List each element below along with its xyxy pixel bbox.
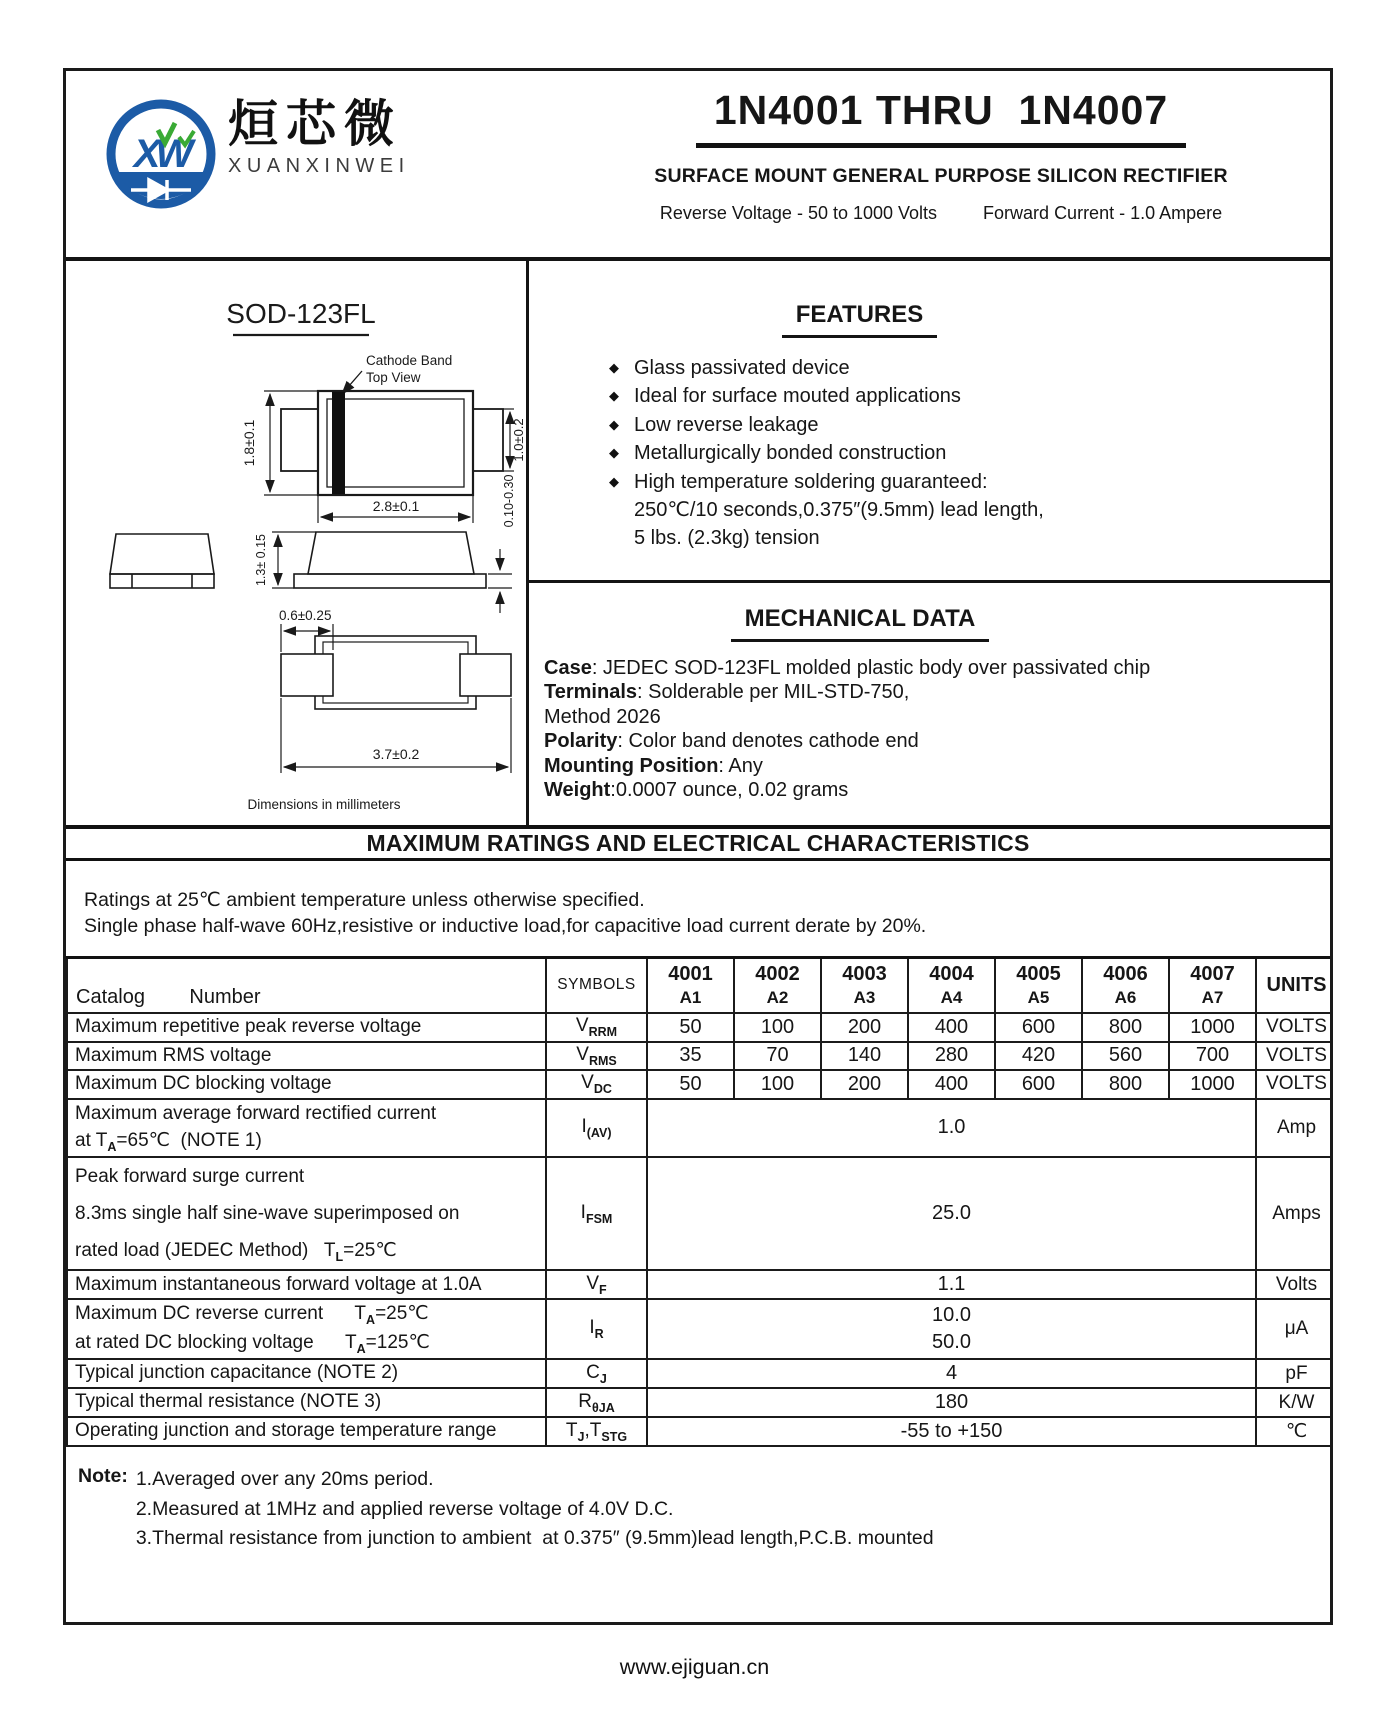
model-column-header [821, 958, 908, 1013]
value-cell: 400 [908, 1013, 995, 1042]
dim-standoff: 0.10-0.30 [502, 474, 516, 528]
notes-section [66, 1447, 1330, 1553]
mechanical-value: :0.0007 ounce, 0.02 grams [610, 778, 849, 801]
feature-bullet-icon [609, 529, 634, 547]
units-cell: Volts [1256, 1270, 1333, 1299]
table-row [67, 1042, 1333, 1071]
mechanical-value: : Solderable per MIL-STD-750, [637, 681, 910, 704]
model-code: A1 [679, 987, 702, 1007]
model-number: 4006 [1103, 962, 1148, 985]
parameter-line: Operating junction and storage temperature range [75, 1420, 497, 1442]
sheet-border [63, 68, 1333, 1625]
ratings-conditions [66, 861, 1330, 956]
parameter-cell [67, 1270, 546, 1299]
parameter-line: Maximum DC blocking voltage [75, 1073, 332, 1095]
model-code: A5 [1027, 987, 1050, 1007]
value-line: 4 [945, 1362, 958, 1385]
value-cell: 70 [734, 1042, 821, 1071]
value-cell: 1000 [1169, 1070, 1256, 1099]
cathode-band-callout: Cathode Band [366, 353, 453, 368]
feature-bullet-icon: ◆ [609, 416, 619, 432]
title-block [611, 87, 1271, 224]
table-row [67, 1013, 1333, 1042]
parameter-line: at $T_A=65℃$ (NOTE 1) [75, 1130, 262, 1155]
value-cell: 700 [1169, 1042, 1256, 1071]
table-row [67, 1417, 1333, 1446]
symbol-cell: $I_R$ [546, 1299, 647, 1359]
mechanical-data-section [529, 580, 1330, 825]
model-column-header [908, 958, 995, 1013]
value-cell: 100 [734, 1070, 821, 1099]
value-span-cell [647, 1157, 1256, 1270]
parameter-cell [67, 1157, 546, 1270]
value-cell: 280 [908, 1042, 995, 1071]
dim-overall-width: 3.7±0.2 [372, 746, 420, 762]
ratings-table [66, 956, 1333, 1447]
forward-current-spec: Forward Current - 1.0 Ampere [983, 203, 1223, 223]
value-cell: 600 [995, 1013, 1082, 1042]
model-column-header [647, 958, 734, 1013]
feature-item [609, 496, 1330, 524]
feature-text: Glass passivated device [634, 357, 850, 379]
features-title: FEATURES [782, 301, 938, 338]
parameter-line: Maximum instantaneous forward voltage at 1.0A [75, 1273, 482, 1295]
dim-pad-length: 0.6±0.25 [279, 608, 332, 623]
table-row [67, 1070, 1333, 1099]
parameter-cell [67, 1417, 546, 1446]
table-row [67, 1359, 1333, 1388]
units-cell: μA [1256, 1299, 1333, 1359]
units-header: UNITS [1256, 958, 1333, 1013]
model-number: 4002 [755, 962, 800, 985]
mechanical-data-title: MECHANICAL DATA [731, 605, 990, 642]
value-line: 10.0 [932, 1304, 971, 1327]
model-number: 4001 [668, 962, 713, 985]
units-cell: Amps [1256, 1157, 1333, 1270]
units-cell: VOLTS [1256, 1070, 1333, 1099]
table-row [67, 1157, 1333, 1270]
units-cell: Amp [1256, 1099, 1333, 1157]
catalog-number-header: Catalog Number [67, 958, 546, 1013]
table-row [67, 1270, 1333, 1299]
mechanical-value: Method 2026 [544, 705, 661, 728]
units-cell: K/W [1256, 1388, 1333, 1417]
symbol-cell: $V_F$ [546, 1270, 647, 1299]
model-column-header [1169, 958, 1256, 1013]
mechanical-label: Case [544, 657, 592, 679]
symbol-cell: $R_{\theta JA}$ [546, 1388, 647, 1417]
units-cell: pF [1256, 1359, 1333, 1388]
value-span-cell [647, 1270, 1256, 1299]
symbol-cell: $V_{RRM}$ [546, 1013, 647, 1042]
title-underline [696, 143, 1186, 148]
parameter-line: Maximum average forward rectified current [75, 1102, 437, 1124]
top-view-callout: Top View [366, 370, 421, 385]
dim-body-width: 2.8±0.1 [372, 498, 420, 514]
dim-lead-width: 1.0±0.2 [511, 418, 526, 462]
value-cell: 50 [647, 1013, 734, 1042]
svg-text:XW: XW [133, 132, 189, 176]
feature-text: Ideal for surface mouted applications [634, 385, 961, 408]
features-section [529, 261, 1330, 580]
value-cell: 800 [1082, 1013, 1169, 1042]
value-span-cell [647, 1359, 1256, 1388]
feature-item [609, 354, 1330, 382]
feature-text: Low reverse leakage [634, 413, 819, 436]
table-row [67, 1299, 1333, 1359]
parameter-cell [67, 1070, 546, 1099]
feature-bullet-icon: ◆ [609, 445, 619, 461]
value-cell: 200 [821, 1070, 908, 1099]
spec-line [611, 203, 1271, 224]
company-name [228, 97, 410, 178]
value-line: 180 [934, 1391, 969, 1414]
symbol-cell: $C_J$ [546, 1359, 647, 1388]
symbols-header: SYMBOLS [546, 958, 647, 1013]
package-name-label: SOD-123FL [226, 298, 376, 329]
mechanical-data-line [544, 705, 1316, 729]
units-cell: ℃ [1256, 1417, 1333, 1446]
mechanical-data-line [544, 656, 1316, 680]
mechanical-data-line [544, 729, 1316, 753]
parameter-line: Typical junction capacitance (NOTE 2) [75, 1362, 399, 1384]
parameter-line: Maximum DC reverse current $T_A=25℃$ [75, 1303, 429, 1328]
parameter-cell [67, 1359, 546, 1388]
mechanical-data-lines [544, 656, 1316, 802]
parameter-cell [67, 1299, 546, 1359]
value-cell: 600 [995, 1070, 1082, 1099]
feature-bullet-icon: ◆ [609, 360, 619, 375]
company-name-chinese: 烜芯微 [228, 96, 402, 152]
feature-bullet-icon: ◆ [609, 473, 619, 489]
units-cell: VOLTS [1256, 1042, 1333, 1071]
ratings-condition-line1: Ratings at 25℃ ambient temperature unless otherwise specified. [84, 889, 645, 911]
feature-item [609, 439, 1330, 467]
part-number-title: 1N4001 THRU 1N4007 [713, 87, 1169, 133]
reverse-voltage-spec: Reverse Voltage - 50 to 1000 Volts [659, 203, 938, 223]
header [66, 71, 1330, 261]
dimensions-note: Dimensions in millimeters [247, 797, 401, 812]
symbol-cell: $T_J,T_{STG}$ [546, 1417, 647, 1446]
features-list [529, 354, 1330, 553]
parameter-line: at rated DC blocking voltage $T_A=125℃$ [75, 1332, 430, 1357]
value-cell: 400 [908, 1070, 995, 1099]
model-code: A7 [1201, 987, 1224, 1007]
value-cell: 35 [647, 1042, 734, 1071]
value-line: 50.0 [932, 1331, 971, 1354]
parameter-line: 8.3ms single half sine-wave superimposed on [75, 1203, 460, 1225]
model-column-header [1082, 958, 1169, 1013]
value-cell: 1000 [1169, 1013, 1256, 1042]
model-column-header [995, 958, 1082, 1013]
notes-list [136, 1465, 934, 1553]
parameter-cell [67, 1099, 546, 1157]
ratings-condition-line2: Single phase half-wave 60Hz,resistive or inductive load,for capacitive load current derate by 20%. [84, 915, 927, 938]
value-line: -55 to +150 [900, 1420, 1003, 1443]
feature-text: High temperature soldering guaranteed: [634, 470, 988, 493]
value-cell: 560 [1082, 1042, 1169, 1071]
model-code: A2 [766, 987, 789, 1007]
value-span-cell [647, 1099, 1256, 1157]
model-code: A4 [940, 987, 963, 1007]
mechanical-data-line [544, 778, 1316, 802]
feature-text: Metallurgically bonded construction [634, 442, 947, 465]
notes-label: Note: [78, 1465, 128, 1488]
feature-item [609, 411, 1330, 439]
cathode-band-mark [332, 392, 345, 494]
mechanical-label: Polarity [544, 730, 618, 753]
device-subtitle: SURFACE MOUNT GENERAL PURPOSE SILICON RECTIFIER [654, 165, 1228, 187]
mechanical-value: : Any [718, 754, 763, 777]
feature-item [609, 524, 1330, 552]
symbol-cell: $I_{FSM}$ [546, 1157, 647, 1270]
value-span-cell [647, 1388, 1256, 1417]
package-drawing-panel [66, 261, 529, 825]
value-span-cell [647, 1299, 1256, 1359]
feature-item [609, 382, 1330, 410]
feature-text: 5 lbs. (2.3kg) tension [634, 527, 820, 550]
value-line: 25.0 [932, 1202, 971, 1225]
value-cell: 140 [821, 1042, 908, 1071]
model-code: A3 [853, 987, 876, 1007]
mechanical-label: Terminals [544, 681, 637, 704]
feature-item [609, 468, 1330, 496]
table-row [67, 1388, 1333, 1417]
model-code: A6 [1114, 987, 1137, 1007]
symbol-cell: $V_{DC}$ [546, 1070, 647, 1099]
mechanical-value: : JEDEC SOD-123FL molded plastic body over passivated chip [591, 657, 1151, 679]
model-number: 4003 [842, 962, 887, 985]
value-line: 1.1 [937, 1273, 966, 1296]
parameter-cell [67, 1388, 546, 1417]
value-cell: 420 [995, 1042, 1082, 1071]
model-number: 4004 [929, 962, 974, 985]
parameter-line: Peak forward surge current [75, 1166, 305, 1188]
note-line: 3.Thermal resistance from junction to ambient at 0.375″ (9.5mm)lead length,P.C.B. mounted [135, 1526, 934, 1549]
symbol-cell: $V_{RMS}$ [546, 1042, 647, 1071]
parameter-line: Maximum repetitive peak reverse voltage [75, 1015, 422, 1037]
mechanical-label: Mounting Position [544, 754, 719, 777]
value-span-cell [647, 1417, 1256, 1446]
feature-bullet-icon: ◆ [609, 388, 619, 404]
footer-url: www.ejiguan.cn [619, 1655, 770, 1679]
note-line: 2.Measured at 1MHz and applied reverse voltage of 4.0V D.C. [135, 1497, 674, 1520]
model-column-header [734, 958, 821, 1013]
feature-bullet-icon [609, 501, 634, 519]
model-number: 4007 [1190, 962, 1235, 985]
mechanical-value: : Color band denotes cathode end [617, 730, 919, 753]
mechanical-label: Weight [544, 778, 611, 801]
parameter-cell [67, 1013, 546, 1042]
parameter-line: rated load (JEDEC Method) $T_L=25℃$ [75, 1240, 397, 1265]
symbol-cell: $I_{(AV)}$ [546, 1099, 647, 1157]
parameter-line: Maximum RMS voltage [75, 1044, 272, 1066]
note-line: 1.Averaged over any 20ms period. [135, 1468, 434, 1491]
value-cell: 200 [821, 1013, 908, 1042]
ratings-section-title: MAXIMUM RATINGS AND ELECTRICAL CHARACTERISTICS [66, 825, 1330, 861]
dim-profile-height: 1.3± 0.15 [254, 533, 268, 587]
value-line: 1.0 [937, 1116, 966, 1139]
mechanical-data-line [544, 754, 1316, 778]
value-cell: 800 [1082, 1070, 1169, 1099]
feature-text: 250℃/10 seconds,0.375″(9.5mm) lead length, [634, 498, 1044, 521]
company-logo-icon [101, 93, 221, 215]
value-cell: 50 [647, 1070, 734, 1099]
dim-body-height: 1.8±0.1 [241, 419, 257, 467]
table-row [67, 1099, 1333, 1157]
value-cell: 100 [734, 1013, 821, 1042]
mechanical-data-line [544, 680, 1316, 704]
table-header-row [67, 958, 1333, 1013]
parameter-line: Typical thermal resistance (NOTE 3) [75, 1391, 382, 1413]
parameter-cell [67, 1042, 546, 1071]
model-number: 4005 [1016, 962, 1061, 985]
units-cell: VOLTS [1256, 1013, 1333, 1042]
package-outline-drawing [66, 261, 526, 825]
company-name-roman: XUANXINWEI [228, 155, 410, 177]
